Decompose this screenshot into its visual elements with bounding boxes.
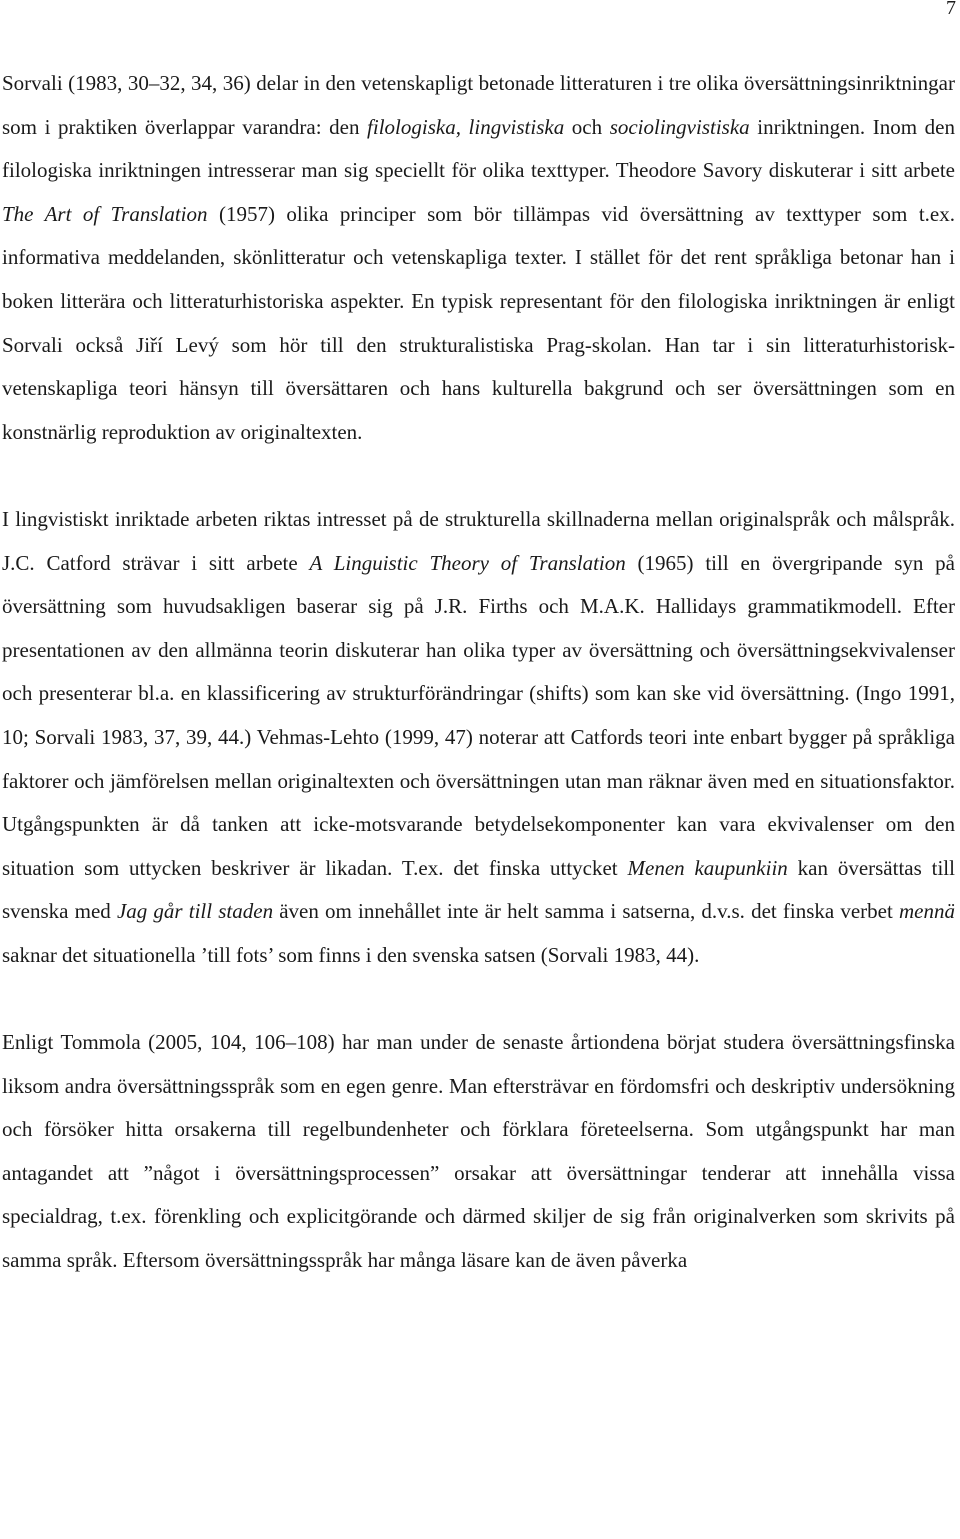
text-run: (1965) till en övergripande syn på översättning som huvudsakligen baserar sig på J.R. Firths och M.A.K. Hallidays grammatikmodell. Efter presentationen av den allmänna teorin diskuterar han olika typer av översättning och översättningsekvivalenser och presenterar bl.a. en klassificering av strukturförändringar (shifts) som kan ske vid översättning. (Ingo 1991, 10; Sorvali 1983, 37, 39, 44.) Vehmas-Lehto (1999, 47) noterar att Catfords teori inte enbart bygger på språkliga faktorer och jämförelsen mellan originaltexten och översättningen utan man räknar även med en situationsfaktor. Utgångspunkten är då tanken att icke-motsvarande betydelsekomponenter kan vara ekvivalenser om den situation som uttycken beskriver är likadan. T.ex. det finska uttycket [2, 550, 956, 880]
italic-text: mennä [898, 899, 955, 924]
paragraph-tommola-oversattningsfinska [2, 1021, 955, 1283]
italic-text: filologiska, lingvistiska [367, 114, 565, 139]
italic-text: A Linguistic Theory of Translation [309, 550, 626, 575]
text-run: Enligt Tommola (2005, 104, 106–108) har man under de senaste årtiondena börjat studera översättningsfinska liksom andra översättningsspråk som en egen genre. Man eftersträvar en fördomsfri och deskriptiv undersökning och försöker hitta orsakerna till regelbundenheter och förklara företeelserna. Som utgångspunkt har man antagandet att ”något i översättningsprocessen” orsakar att översättningar tenderar att innehålla vissa specialdrag, t.ex. förenkling och explicitgörande och därmed skiljer de sig från originalverken som skrivits på samma språk. Eftersom översättningsspråk har många läsare kan de även påverka [2, 1030, 955, 1273]
page-body [2, 62, 955, 1283]
text-run: även om innehållet inte är helt samma i satserna, d.v.s. det finska verbet [273, 899, 899, 924]
text-run: (1957) olika principer som bör tillämpas vid översättning av texttyper som t.ex. informativa meddelanden, skönlitteratur och vetenskapliga texter. I stället för det rent språkliga betonar han i boken litterära och litteraturhistoriska aspekter. En typisk representant för den filologiska inriktningen är enligt Sorvali också Jiří Levý som hör till den strukturalistiska Prag-skolan. Han tar i sin litteraturhistorisk-vetenskapliga teori hänsyn till översättaren och hans kulturella bakgrund och ser översättningen som en konstnärlig reproduktion av originaltexten. [2, 201, 955, 444]
paragraph-sorvali-inriktningar [2, 62, 955, 454]
text-run: saknar det situationella ’till fots’ som finns i den svenska satsen (Sorvali 1983, 44). [2, 942, 700, 967]
page-number: 7 [946, 0, 956, 19]
paragraph-lingvistiska-inriktningen [2, 498, 955, 978]
italic-text: The Art of Translation [2, 201, 208, 226]
text-run: inriktningen. Inom den filologiska inriktningen intresserar man sig speciellt för olika texttyper. Theodore Savory diskuterar i sitt arbete [2, 114, 955, 183]
italic-text: Menen kaupunkiin [627, 855, 788, 880]
text-run: Sorvali (1983, 30–32, 34, 36) delar in den vetenskapligt betonade litteraturen i tre olika översättningsinriktningar som i praktiken överlappar varandra: den [2, 71, 955, 139]
text-run: I lingvistiskt inriktade arbeten riktas intresset på de strukturella skillnaderna mellan originalspråk och målspråk. J.C. Catford strävar i sitt arbete [2, 506, 955, 575]
text-run: kan översättas till svenska med [2, 855, 955, 924]
text-run: och [564, 114, 610, 139]
italic-text: sociolingvistiska [609, 114, 750, 139]
italic-text: Jag går till staden [116, 899, 274, 924]
